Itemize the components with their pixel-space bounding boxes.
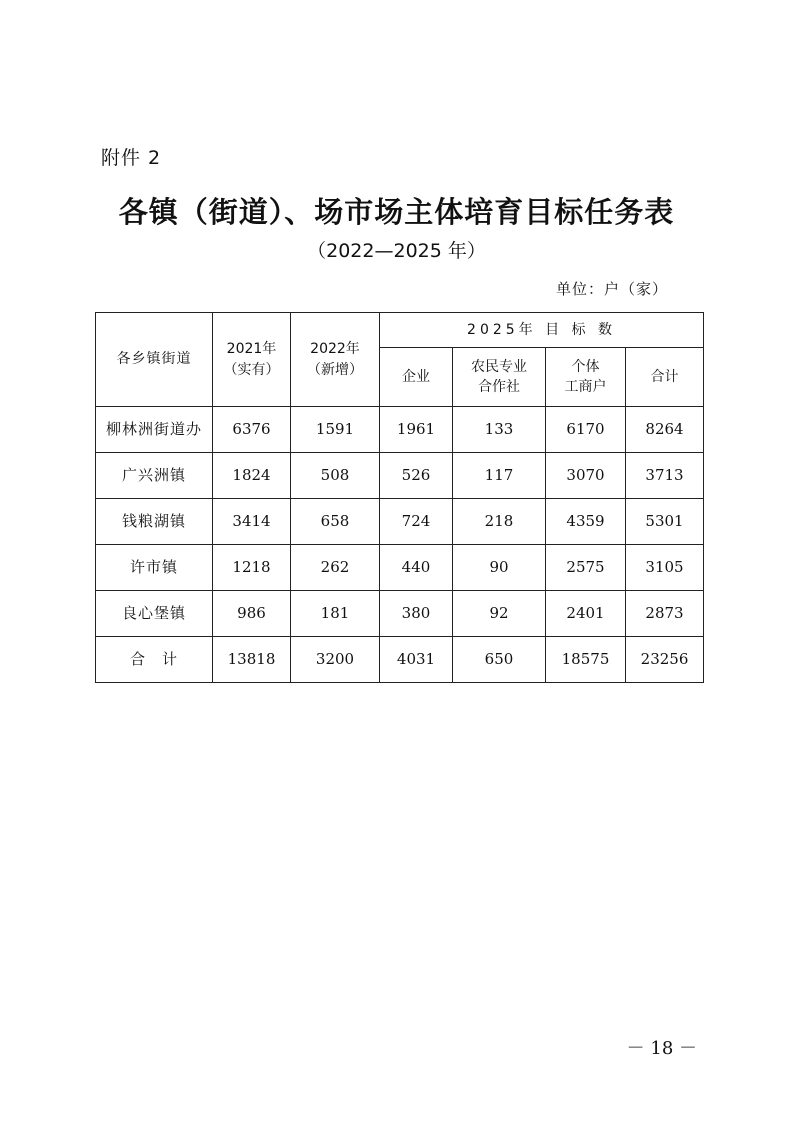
header-cooperative-line2: 合作社 bbox=[478, 379, 520, 395]
header-town: 各乡镇街道 bbox=[96, 313, 213, 407]
document-title: 各镇（街道）、场市场主体培育目标任务表 bbox=[118, 195, 675, 229]
header-total: 合计 bbox=[626, 348, 704, 407]
cell-total: 2873 bbox=[626, 591, 704, 637]
header-2022-note: （新增） bbox=[307, 361, 363, 378]
cell-2022: 3200 bbox=[291, 637, 380, 683]
cell-2021: 13818 bbox=[213, 637, 291, 683]
table-row bbox=[96, 545, 704, 591]
cell-2021: 986 bbox=[213, 591, 291, 637]
cell-2021: 1824 bbox=[213, 453, 291, 499]
cell-enterprise: 4031 bbox=[380, 637, 453, 683]
cell-2022: 508 bbox=[291, 453, 380, 499]
cell-cooperative: 218 bbox=[453, 499, 546, 545]
cell-enterprise: 380 bbox=[380, 591, 453, 637]
cell-town: 良心堡镇 bbox=[96, 591, 213, 637]
target-task-table bbox=[95, 312, 704, 683]
header-cooperative-line1: 农民专业 bbox=[471, 358, 527, 375]
cell-total: 8264 bbox=[626, 407, 704, 453]
cell-2021: 3414 bbox=[213, 499, 291, 545]
attachment-label: 附件 2 bbox=[101, 147, 162, 169]
table-row bbox=[96, 591, 704, 637]
cell-individual: 6170 bbox=[546, 407, 626, 453]
header-2021 bbox=[213, 313, 291, 407]
table-row bbox=[96, 453, 704, 499]
unit-label: 单位：户（家） bbox=[555, 280, 668, 298]
header-2022-year: 2022年 bbox=[310, 341, 360, 358]
table-header-row bbox=[96, 313, 704, 348]
cell-total: 3713 bbox=[626, 453, 704, 499]
cell-enterprise: 526 bbox=[380, 453, 453, 499]
cell-cooperative: 90 bbox=[453, 545, 546, 591]
page-number: － 18 － bbox=[626, 1038, 697, 1059]
header-cooperative bbox=[453, 348, 546, 407]
header-enterprise: 企业 bbox=[380, 348, 453, 407]
cell-cooperative: 92 bbox=[453, 591, 546, 637]
cell-individual: 3070 bbox=[546, 453, 626, 499]
table-row bbox=[96, 407, 704, 453]
cell-total: 5301 bbox=[626, 499, 704, 545]
cell-individual: 18575 bbox=[546, 637, 626, 683]
cell-2021: 1218 bbox=[213, 545, 291, 591]
header-individual bbox=[546, 348, 626, 407]
cell-individual: 2575 bbox=[546, 545, 626, 591]
cell-town: 柳林洲街道办 bbox=[96, 407, 213, 453]
header-2022 bbox=[291, 313, 380, 407]
cell-enterprise: 724 bbox=[380, 499, 453, 545]
cell-individual: 2401 bbox=[546, 591, 626, 637]
document-subtitle: （2022—2025 年） bbox=[307, 240, 486, 262]
cell-total: 3105 bbox=[626, 545, 704, 591]
cell-cooperative: 117 bbox=[453, 453, 546, 499]
cell-enterprise: 1961 bbox=[380, 407, 453, 453]
cell-town: 许市镇 bbox=[96, 545, 213, 591]
header-individual-line2: 工商户 bbox=[564, 379, 607, 395]
header-2021-year: 2021年 bbox=[226, 341, 277, 358]
cell-town: 合 计 bbox=[96, 637, 213, 683]
cell-town: 广兴洲镇 bbox=[96, 453, 213, 499]
cell-enterprise: 440 bbox=[380, 545, 453, 591]
cell-individual: 4359 bbox=[546, 499, 626, 545]
cell-cooperative: 650 bbox=[453, 637, 546, 683]
cell-total: 23256 bbox=[626, 637, 704, 683]
table-row bbox=[96, 499, 704, 545]
header-individual-line1: 个体 bbox=[571, 358, 600, 375]
cell-2022: 1591 bbox=[291, 407, 380, 453]
cell-2022: 658 bbox=[291, 499, 380, 545]
cell-town: 钱粮湖镇 bbox=[96, 499, 213, 545]
header-2025-targets: 2025年 目 标 数 bbox=[380, 313, 704, 348]
cell-2021: 6376 bbox=[213, 407, 291, 453]
header-2021-note: （实有） bbox=[223, 361, 280, 378]
table-total-row bbox=[96, 637, 704, 683]
cell-2022: 181 bbox=[291, 591, 380, 637]
cell-cooperative: 133 bbox=[453, 407, 546, 453]
cell-2022: 262 bbox=[291, 545, 380, 591]
